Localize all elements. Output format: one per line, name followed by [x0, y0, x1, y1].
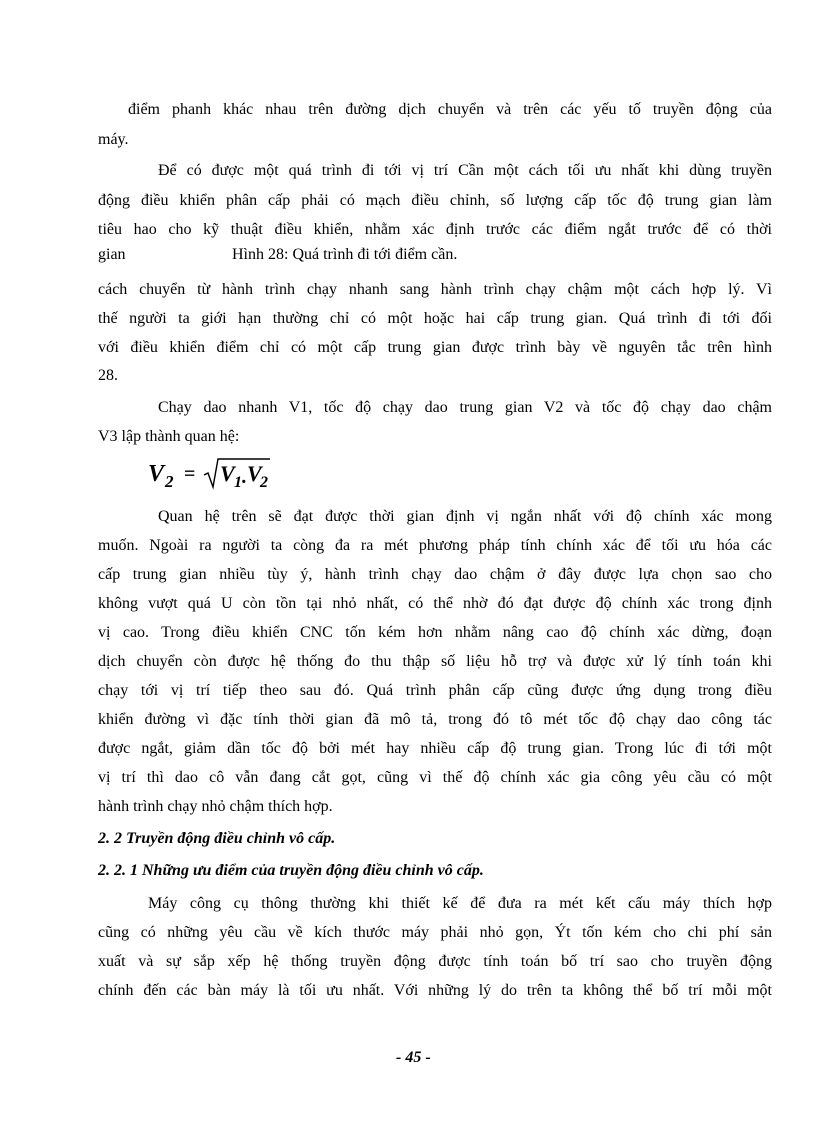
- paragraph-6-line-2: cũng có những yêu cầu về kích thước máy phải nhỏ gọn, Ýt tốn kém cho chi phí sản: [98, 924, 772, 941]
- paragraph-5-line-8: khiển đường vì đặc tính thời gian đã mô tả, trong đó tô mét tốc độ chạy dao công tác: [98, 711, 772, 728]
- page-number: - 45 -: [396, 1049, 431, 1066]
- formula-radicand-subscript-1: 1: [234, 474, 242, 491]
- paragraph-5-line-11: hành trình chạy nhỏ chậm thích hợp.: [98, 798, 333, 815]
- paragraph-3-line-4: 28.: [98, 367, 118, 384]
- paragraph-3-line-1: cách chuyển từ hành trình chạy nhanh sang hành trình chạy chậm một cách hợp lý. Vì: [98, 281, 772, 298]
- formula-v2-sqrt: [146, 453, 276, 493]
- paragraph-5-line-1: Quan hệ trên sẽ đạt được thời gian định vị ngắn nhất với độ chính xác mong: [158, 508, 772, 525]
- paragraph-5-line-4: không vượt quá U còn tồn tại nhỏ nhất, có thể nhờ đó đạt được độ chính xác trong định: [98, 595, 772, 612]
- formula-radicand-subscript-2: 2: [260, 474, 268, 491]
- formula-graphic: [146, 453, 276, 493]
- paragraph-4-line-1: Chạy dao nhanh V1, tốc độ chạy dao trung gian V2 và tốc độ chạy dao chậm: [158, 399, 772, 416]
- formula-lhs-v: V: [148, 461, 165, 487]
- paragraph-5-line-9: được ngắt, giảm dần tốc độ bởi mét hay nhiều cấp độ trung gian. Trong lúc đi tới một: [98, 740, 772, 757]
- paragraph-1-line-1: điểm phanh khác nhau trên đường dịch chuyển và trên các yếu tố truyền động của: [128, 101, 772, 118]
- paragraph-5-line-10: vị trí thì dao cô vẫn đang cắt gọt, cũng vì thế độ chính xác gia công yêu cầu có một: [98, 769, 772, 786]
- paragraph-5-line-6: dịch chuyển còn được hệ thống đo thu thập số liệu hỗ trợ và được xử lý tính toán khi: [98, 653, 772, 670]
- paragraph-6-line-3: xuất và sự sắp xếp hệ thống truyền động được tính toán bố trí sao cho truyền động: [98, 953, 772, 970]
- paragraph-5-line-7: chạy tới vị trí tiếp theo sau đó. Quá trình phân cấp cũng được ứng dụng trong điều: [98, 682, 772, 699]
- figure-caption: Hình 28: Quá trình đi tới điểm cần.: [232, 246, 458, 263]
- paragraph-5-line-5: vị cao. Trong điều khiển CNC tốn kém hơn nhằm nâng cao độ chính xác dừng, đoạn: [98, 624, 772, 641]
- section-heading-2-2: 2. 2 Truyền động điều chỉnh vô cấp.: [98, 830, 336, 847]
- paragraph-2-line-3: tiêu hao cho kỹ thuật điều khiển, nhằm xác định trước các điểm ngắt trước để có thời: [98, 221, 772, 238]
- paragraph-2-line-1: Để có được một quá trình đi tới vị trí Cần một cách tối ưu nhất khi dùng truyền: [158, 162, 772, 179]
- subsection-heading-2-2-1: 2. 2. 1 Những ưu điểm của truyền động điều chỉnh vô cấp.: [98, 862, 484, 879]
- paragraph-1-line-2: máy.: [98, 131, 129, 148]
- paragraph-3-line-3: với điều khiển điểm chỉ có một cấp trung gian được trình bày về nguyên tắc trên hình: [98, 339, 772, 356]
- formula-radicand-v1: V: [220, 461, 235, 486]
- paragraph-4-line-2: V3 lập thành quan hệ:: [98, 428, 240, 445]
- paragraph-6-line-4: chính đến các bàn máy là tối ưu nhất. Với những lý do trên ta không thể bố trí mỗi một: [98, 982, 772, 999]
- paragraph-2-line-2: động điều khiển phân cấp phải có mạch điều chỉnh, số lượng cấp tốc độ trung gian làm: [98, 192, 772, 209]
- paragraph-2-line-4: gian: [98, 246, 126, 263]
- formula-radicand-dot: .: [242, 466, 247, 488]
- formula-lhs-subscript: 2: [165, 472, 174, 491]
- paragraph-5-line-3: cấp trung gian nhiều tùy ý, hành trình chạy dao chậm ở đây được lựa chọn sao cho: [98, 566, 772, 583]
- formula-radicand-v2: V: [247, 461, 262, 486]
- paragraph-5-line-2: muốn. Ngoài ra người ta còng đa ra mét phương pháp tính chính xác để tối ưu hóa các: [98, 537, 772, 554]
- formula-equals: =: [184, 463, 196, 485]
- paragraph-3-line-2: thế người ta giới hạn thường chỉ có một hoặc hai cấp trung gian. Quá trình đi tới đối: [98, 310, 772, 327]
- paragraph-6-line-1: Máy công cụ thông thường khi thiết kế để đưa ra mét kết cấu máy thích hợp: [148, 895, 772, 912]
